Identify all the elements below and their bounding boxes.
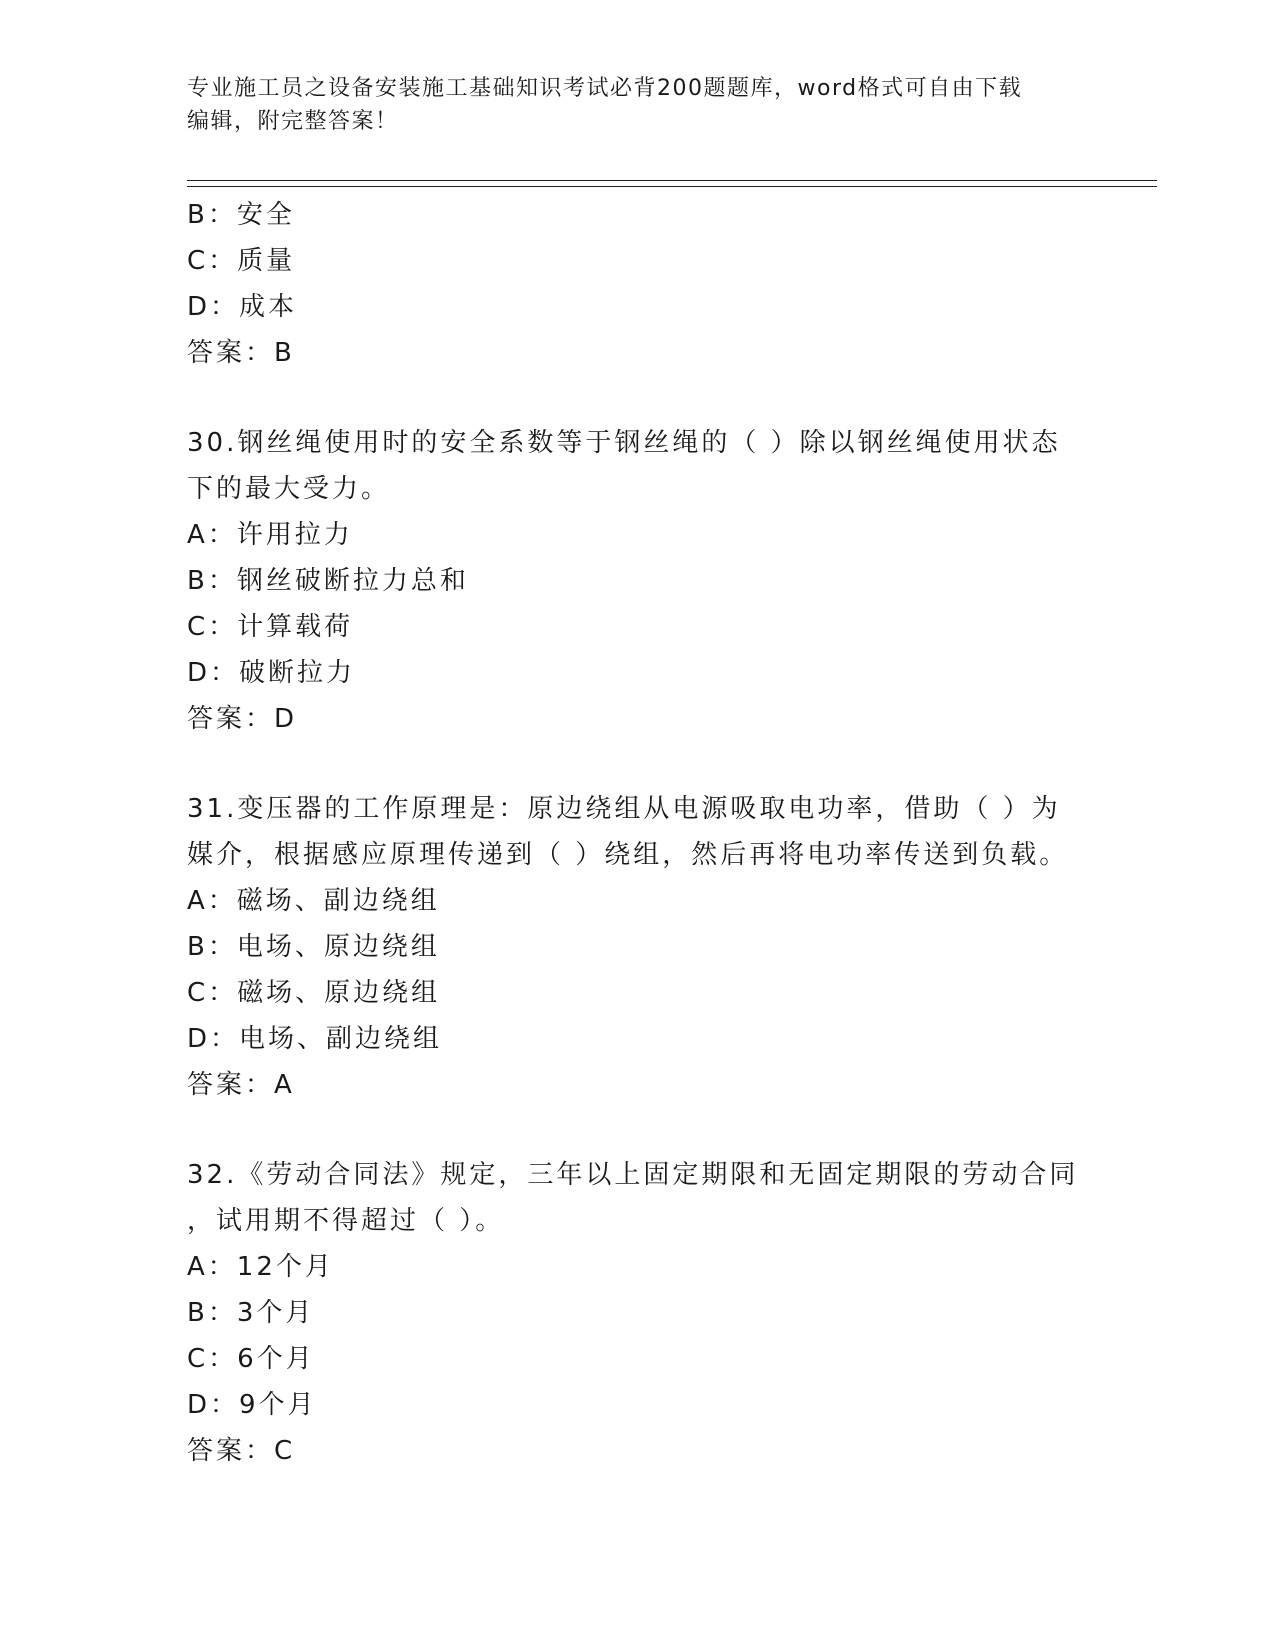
option-a: A：许用拉力 <box>187 520 353 550</box>
option-d: D：破断拉力 <box>187 658 356 688</box>
answer-line: 答案：C <box>187 1436 296 1466</box>
answer-line: 答案：A <box>187 1070 295 1100</box>
option-d: D：成本 <box>187 292 298 322</box>
question-32 <box>187 1152 1087 1474</box>
header-rule-top <box>187 180 1157 181</box>
option-b: B：钢丝破断拉力总和 <box>187 566 469 596</box>
question-stem-line: ，试用期不得超过（ ）。 <box>187 1206 505 1236</box>
header-line-1: 专业施工员之设备安装施工基础知识考试必背200题题库，word格式可自由下载 <box>187 76 1023 101</box>
option-b: B：电场、原边绕组 <box>187 932 440 962</box>
header-rule-bottom <box>187 186 1157 187</box>
answer-line: 答案：B <box>187 338 295 368</box>
header-line-2: 编辑，附完整答案！ <box>187 109 399 134</box>
question-stem-line: 30.钢丝绳使用时的安全系数等于钢丝绳的（ ）除以钢丝绳使用状态 <box>187 428 1061 458</box>
question-30 <box>187 420 1087 742</box>
question-stem-line: 32.《劳动合同法》规定，三年以上固定期限和无固定期限的劳动合同 <box>187 1160 1079 1190</box>
option-b: B：安全 <box>187 200 295 230</box>
question-31 <box>187 786 1087 1108</box>
option-c: C：磁场、原边绕组 <box>187 978 441 1008</box>
question-list <box>187 192 1087 1474</box>
question-stem-line: 媒介，根据感应原理传递到（ ）绕组，然后再将电功率传送到负载。 <box>187 840 1069 870</box>
prev-question-block <box>187 192 1087 376</box>
option-c: C：6个月 <box>187 1344 315 1374</box>
option-c: C：质量 <box>187 246 296 276</box>
answer-line: 答案：D <box>187 704 298 734</box>
option-d: D：电场、副边绕组 <box>187 1024 443 1054</box>
question-stem-line: 31.变压器的工作原理是：原边绕组从电源吸取电功率，借助（ ）为 <box>187 794 1061 824</box>
question-stem-line: 下的最大受力。 <box>187 474 391 504</box>
option-c: C：计算载荷 <box>187 612 354 642</box>
option-b: B：3个月 <box>187 1298 315 1328</box>
option-d: D：9个月 <box>187 1390 317 1420</box>
document-header <box>187 72 1067 138</box>
option-a: A：12个月 <box>187 1252 334 1282</box>
option-a: A：磁场、副边绕组 <box>187 886 440 916</box>
